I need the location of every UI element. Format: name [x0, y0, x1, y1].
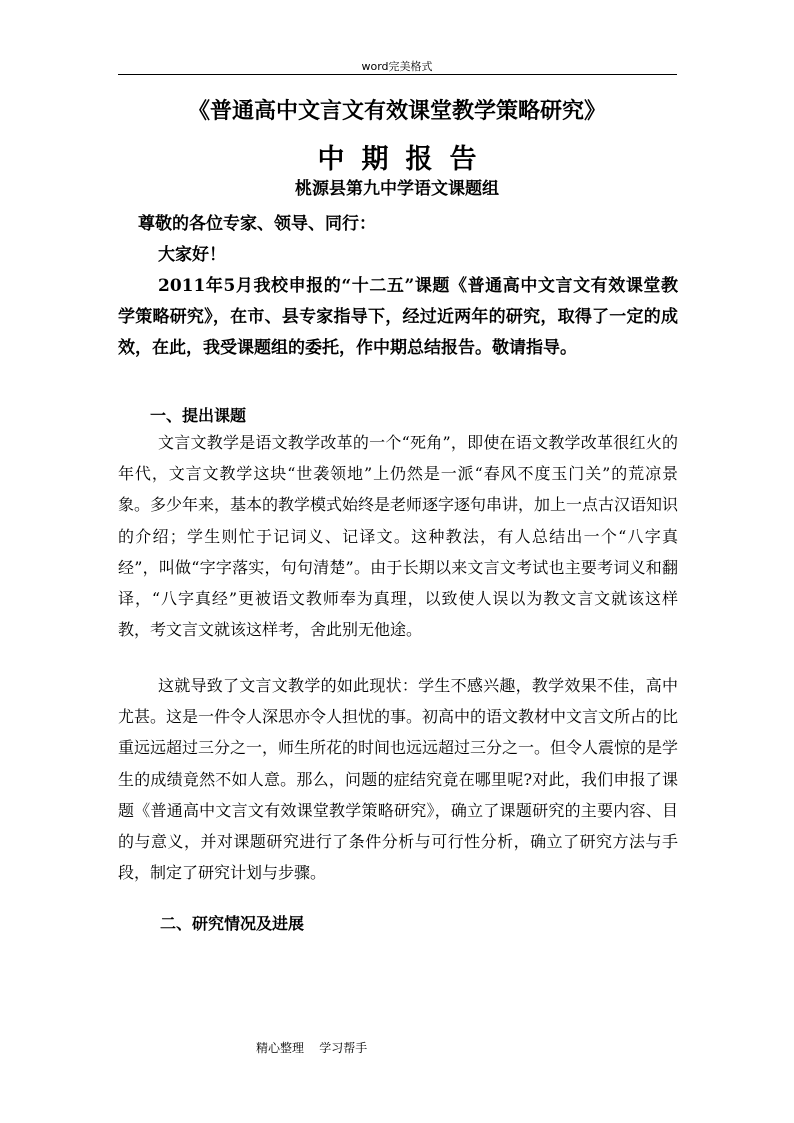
intro-paragraph: 2011年5月我校申报的“十二五”课题《普通高中文言文有效课堂教学策略研究》，在市、县专家指导下，经过近两年的研究，取得了一定的成效，在此，我受课题组的委托，作中期总结报告。敬请指导。 [118, 276, 678, 358]
footer-right-text: 学习帮手 [319, 1041, 368, 1055]
document-subtitle: 中期报告 [317, 144, 494, 175]
document-author: 桃源县第九中学语文课题组 [295, 179, 499, 199]
greeting: 大家好！ [158, 245, 226, 265]
header-divider [118, 74, 677, 75]
section-2-heading: 二、研究情况及进展 [160, 914, 305, 933]
section-1-paragraph-2: 这就导致了文言文教学的如此现状：学生不感兴趣，教学效果不佳，高中尤甚。这是一件令人深思亦令人担忧的事。初高中的语文教材中文言文所占的比重远远超过三分之一，师生所花的时间也远远超过三分之一。但令人震惊的是学生的成绩竟然不如人意。那么，问题的症结究竟在哪里呢?对此，我们申报了课题《普通高中文言文有效课堂教学策略研究》，确立了课题研究的主要内容、目的与意义，并对课题研究进行了条件分析与可行性分析，确立了研究方法与手段，制定了研究计划与步骤。 [118, 676, 679, 883]
document-title: 《普通高中文言文有效课堂教学策略研究》 [187, 98, 606, 124]
section-1-paragraph-1: 文言文教学是语文教学改革的一个“死角”，即使在语文教学改革很红火的年代，文言文教学这块“世袭领地”上仍然是一派“春风不度玉门关”的荒凉景象。多少年来，基本的教学模式始终是老师逐字逐句串讲，加上一点古汉语知识的介绍；学生则忙于记词义、记译文。这种教法，有人总结出一个“八字真经”，叫做“字字落实，句句清楚”。由于长期以来文言文考试也主要考词义和翻译，“八字真经”更被语文教师奉为真理，以致使人误以为教文言文就该这样教，考文言文就该这样考，舍此别无他途。 [118, 433, 679, 640]
salutation: 尊敬的各位专家、领导、同行： [138, 214, 376, 234]
footer-left-text: 精心整理 [256, 1041, 305, 1055]
footer [256, 1040, 367, 1056]
section-1-heading: 一、提出课题 [150, 406, 247, 425]
header-label: word完美格式 [361, 60, 433, 73]
